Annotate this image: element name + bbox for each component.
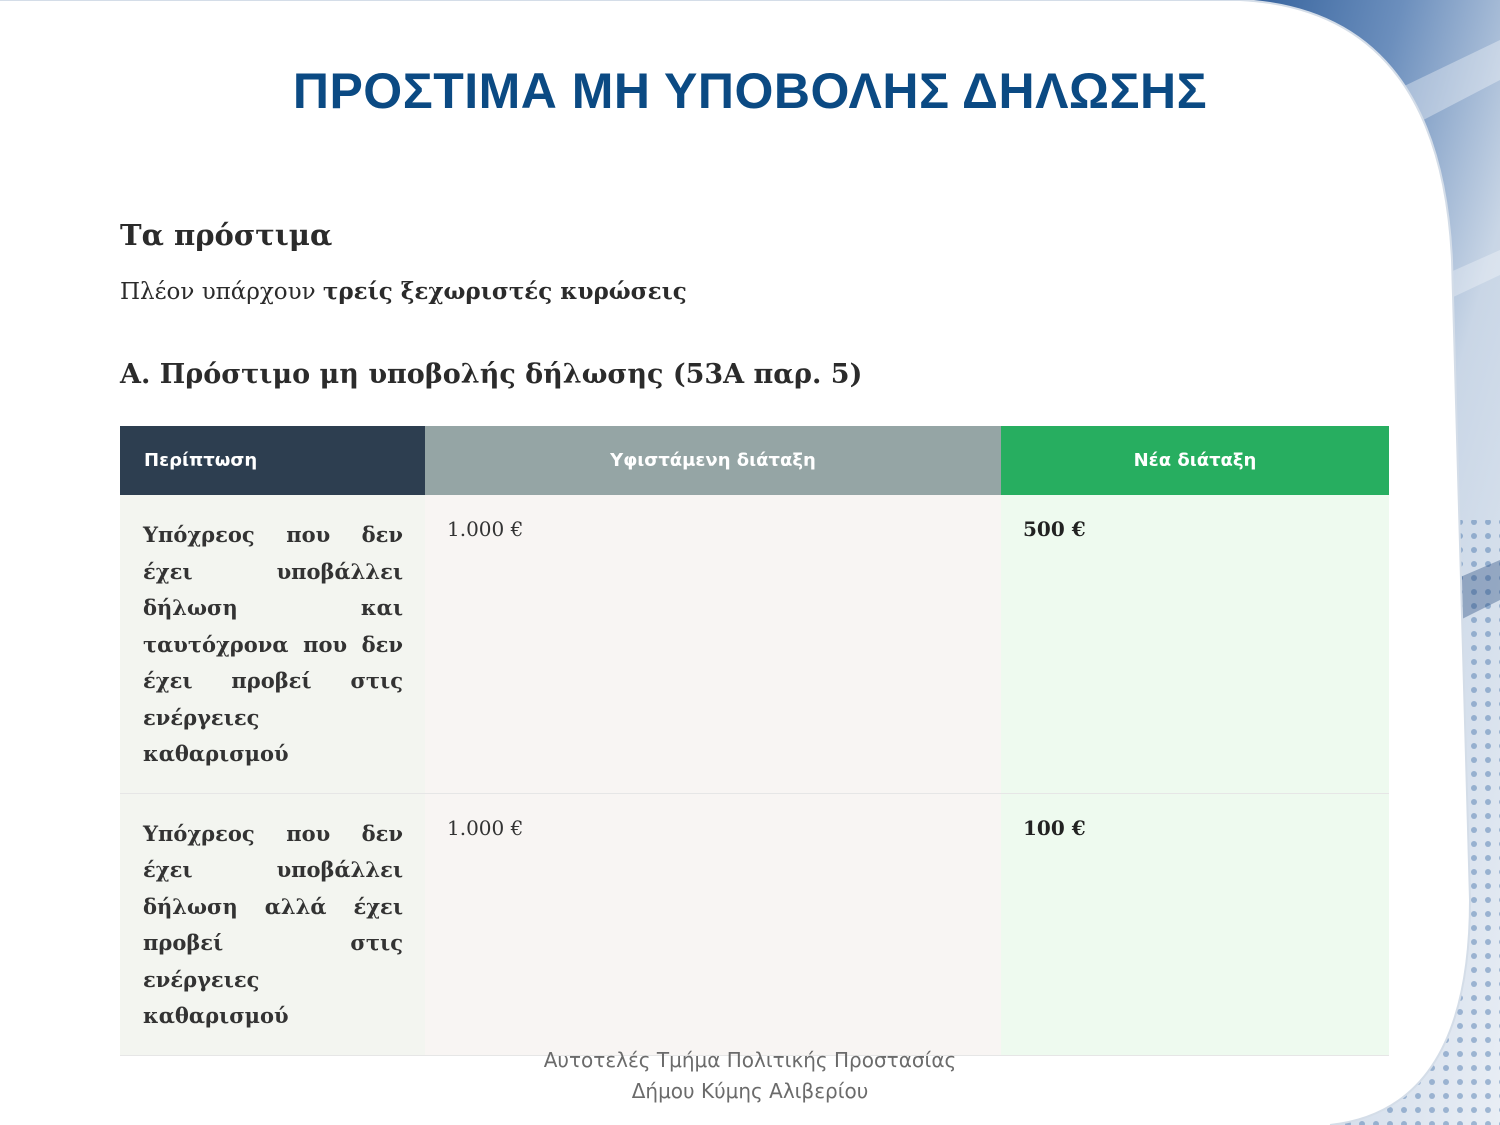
new-amount: 100 € [1023,815,1086,840]
section-heading: Τα πρόστιμα [120,218,333,252]
intro-prefix: Πλέον υπάρχουν [120,279,323,305]
case-text: Υπόχρεος που δεν έχει υποβάλλει δήλωση αλλά έχει προβεί στις ενέργειες καθαρισμού [143,820,403,1028]
header-existing: Υφιστάμενη διάταξη [425,426,1001,495]
new-cell [1001,793,1389,1055]
case-text: Υπόχρεος που δεν έχει υποβάλλει δήλωση και ταυτόχρονα που δεν έχει προβεί στις ενέργειες καθαρισμού [143,522,403,766]
case-cell [120,495,425,793]
header-case: Περίπτωση [120,426,425,495]
footer-line-2: Δήμου Κύμης Αλιβερίου [631,1079,869,1103]
existing-cell [425,495,1001,793]
footer [0,1045,1500,1107]
header-new: Νέα διάταξη [1001,426,1389,495]
slide-title: ΠΡΟΣΤΙΜΑ ΜΗ ΥΠΟΒΟΛΗΣ ΔΗΛΩΣΗΣ [292,63,1208,119]
existing-amount: 1.000 € [447,815,524,840]
new-cell [1001,495,1389,793]
intro-bold: τρείς ξεχωριστές κυρώσεις [322,278,687,305]
table-header-row [120,426,1389,495]
slide-content [120,218,1390,1056]
footer-line-1: Αυτοτελές Τμήμα Πολιτικής Προστασίας [543,1048,957,1072]
table-row [120,495,1389,793]
intro-text [120,278,1390,305]
new-amount: 500 € [1023,517,1086,541]
case-cell [120,793,425,1055]
table-row [120,793,1389,1055]
existing-cell [425,793,1001,1055]
existing-amount: 1.000 € [447,517,524,541]
fines-table [120,426,1389,1056]
subheading: Α. Πρόστιμο μη υποβολής δήλωσης (53Α παρ. 5) [120,359,863,390]
